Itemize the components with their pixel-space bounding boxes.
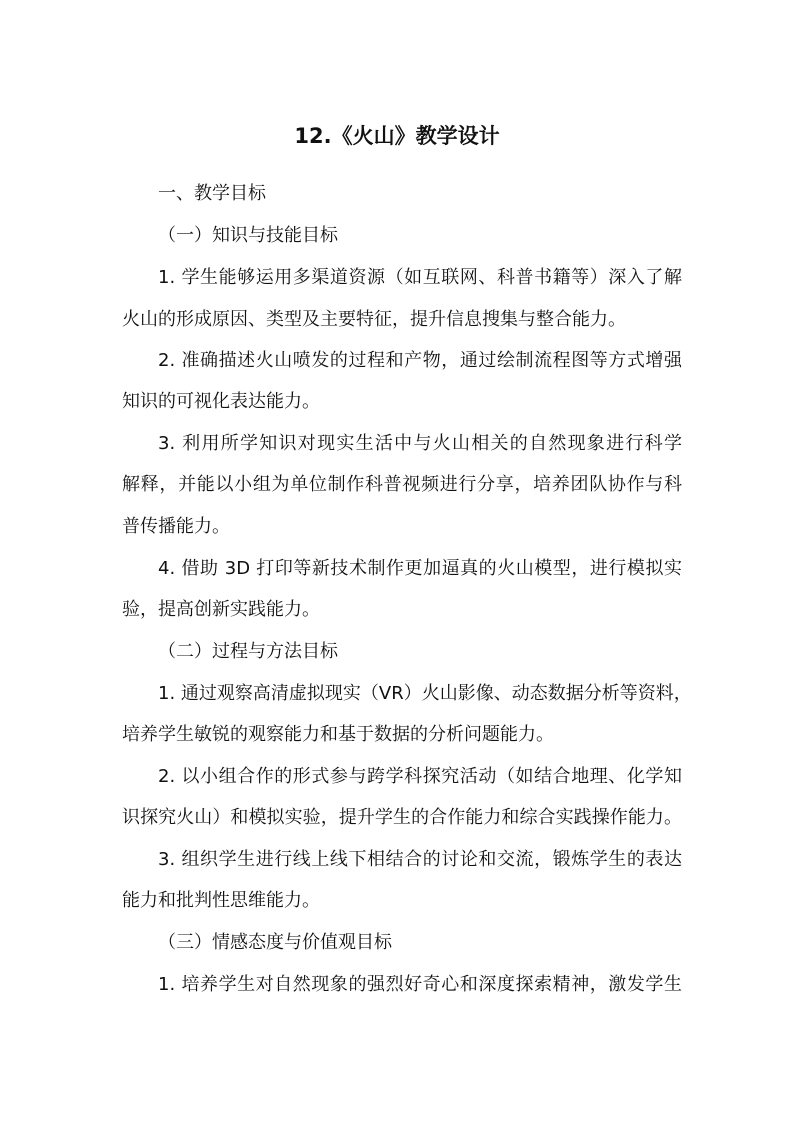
paragraph-line: 知识的可视化表达能力。	[122, 391, 320, 412]
paragraph-line: 火山的形成原因、类型及主要特征，提升信息搜集与整合能力。	[122, 309, 626, 330]
paragraph-line: 识探究火山）和模拟实验，提升学生的合作能力和综合实践操作能力。	[122, 807, 682, 828]
paragraph-line: 验，提高创新实践能力。	[122, 599, 320, 620]
paragraph-line: 培养学生敏锐的观察能力和基于数据的分析问题能力。	[122, 724, 554, 745]
paragraph-line: 2. 准确描述火山喷发的过程和产物，通过绘制流程图等方式增强	[158, 350, 682, 371]
subsection-heading-knowledge-skills: （一）知识与技能目标	[158, 225, 338, 246]
paragraph-line: 1. 通过观察高清虚拟现实（VR）火山影像、动态数据分析等资料，	[158, 683, 692, 704]
paragraph-line: 1. 学生能够运用多渠道资源（如互联网、科普书籍等）深入了解	[158, 267, 682, 288]
paragraph-line: 普传播能力。	[122, 516, 230, 537]
section-heading-teaching-goals: 一、教学目标	[158, 183, 266, 204]
paragraph-line: 4. 借助 3D 打印等新技术制作更加逼真的火山模型，进行模拟实	[158, 558, 682, 579]
subsection-heading-emotion-values: （三）情感态度与价值观目标	[158, 932, 392, 953]
paragraph-line: 3. 组织学生进行线上线下相结合的讨论和交流，锻炼学生的表达	[158, 849, 682, 870]
paragraph-line: 2. 以小组合作的形式参与跨学科探究活动（如结合地理、化学知	[158, 766, 682, 787]
paragraph-line: 解释，并能以小组为单位制作科普视频进行分享，培养团队协作与科	[122, 474, 682, 495]
paragraph-line: 1. 培养学生对自然现象的强烈好奇心和深度探索精神，激发学生	[158, 974, 682, 995]
paragraph-line: 能力和批判性思维能力。	[122, 890, 320, 911]
document-title: 12.《火山》教学设计	[294, 124, 500, 148]
paragraph-line: 3. 利用所学知识对现实生活中与火山相关的自然现象进行科学	[158, 433, 682, 454]
subsection-heading-process-methods: （二）过程与方法目标	[158, 641, 338, 662]
